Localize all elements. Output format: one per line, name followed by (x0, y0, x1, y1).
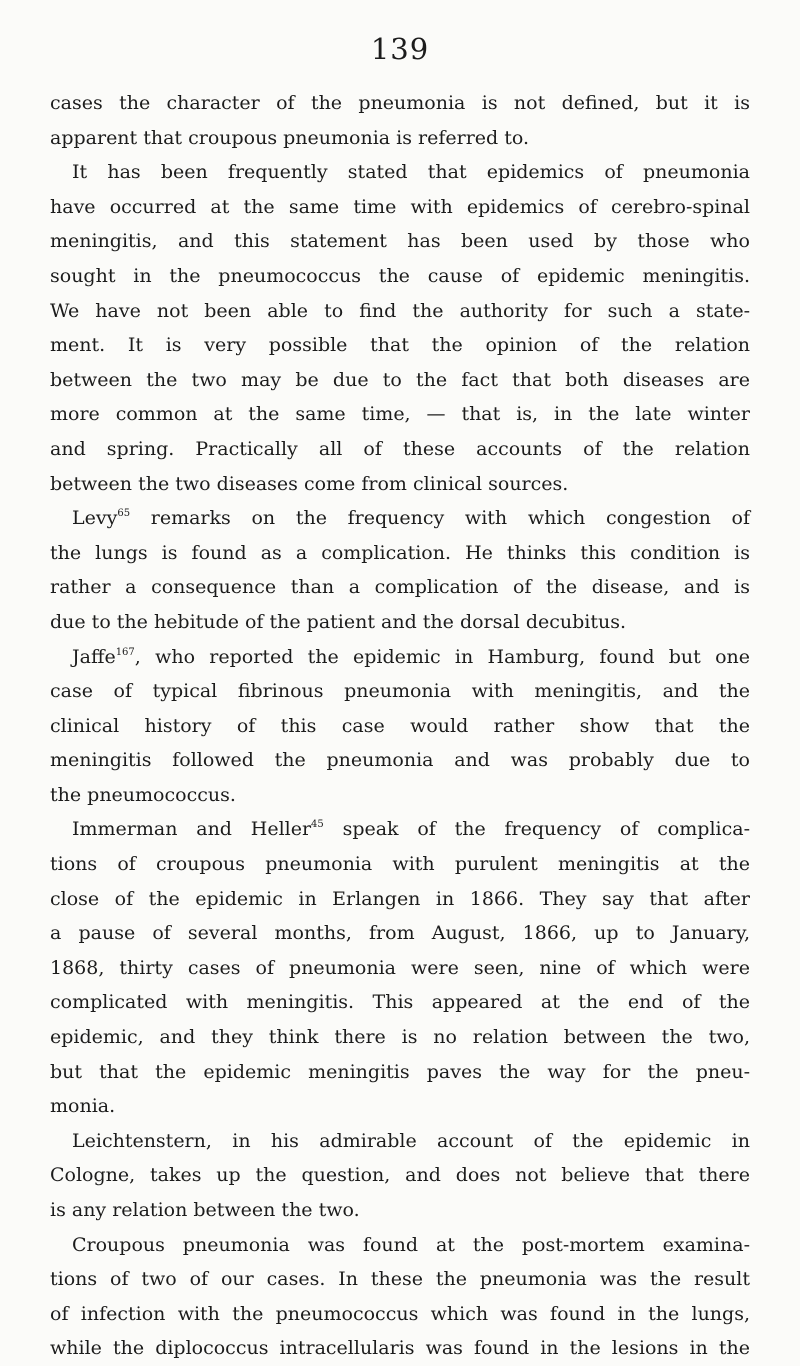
text-line: 1868, thirty cases of pneumonia were seen, nine of which were (50, 956, 750, 979)
reference-superscript: 45 (311, 819, 324, 831)
text-line: epidemic, and they think there is no relation between the two, (50, 1026, 750, 1049)
text-line: of infection with the pneumococcus which was found in the lungs, (50, 1302, 750, 1325)
text-line (50, 812, 750, 847)
text-line: due to the hebitude of the patient and the dorsal decubitus. (50, 610, 627, 633)
text-line: ment. It is very possible that the opinion of the relation (50, 334, 750, 357)
text-line: close of the epidemic in Erlangen in 1866. They say that after (50, 887, 750, 910)
text-line (50, 501, 750, 536)
text-line: We have not been able to find the authority for such a state- (50, 299, 750, 322)
text-line: between the two may be due to the fact that both diseases are (50, 368, 750, 391)
text-line: but that the epidemic meningitis paves the way for the pneu- (50, 1060, 750, 1083)
text-segment: Jaffe (72, 645, 116, 668)
text-line: and spring. Practically all of these accounts of the relation (50, 437, 750, 460)
text-line: the lungs is found as a complication. He thinks this condition is (50, 541, 750, 564)
body-text (50, 86, 750, 1366)
text-line: while the diplococcus intracellularis was found in the lesions in the (50, 1337, 750, 1360)
text-line: tions of croupous pneumonia with purulent meningitis at the (50, 853, 750, 876)
text-line: meningitis, and this statement has been used by those who (50, 230, 750, 253)
text-line: complicated with meningitis. This appeared at the end of the (50, 991, 750, 1014)
text-line: clinical history of this case would rather show that the (50, 714, 750, 737)
text-segment: Immerman and Heller (72, 818, 312, 841)
page-number: 139 (370, 32, 430, 66)
text-line: the pneumococcus. (50, 783, 236, 806)
text-line: rather a consequence than a complication of the disease, and is (50, 576, 750, 599)
text-segment: , who reported the epidemic in Hamburg, found but one (134, 645, 750, 668)
text-segment: remarks on the frequency with which congestion of (130, 507, 750, 530)
text-line: more common at the same time, — that is, in the late winter (50, 403, 750, 426)
text-line: a pause of several months, from August, 1866, up to January, (50, 922, 750, 945)
text-line: Croupous pneumonia was found at the post-mortem examina- (72, 1233, 750, 1256)
text-line: apparent that croupous pneumonia is referred to. (50, 126, 529, 149)
text-line: Leichtenstern, in his admirable account of the epidemic in (72, 1129, 750, 1152)
reference-superscript: 167 (115, 646, 135, 658)
text-line: Cologne, takes up the question, and does not believe that there (50, 1164, 750, 1187)
text-segment: Levy (72, 507, 118, 530)
text-line: cases the character of the pneumonia is not defined, but it is (50, 92, 750, 114)
text-line: between the two diseases come from clinical sources. (50, 472, 569, 495)
reference-superscript: 65 (117, 508, 131, 520)
text-line: meningitis followed the pneumonia and was probably due to (50, 749, 750, 772)
text-line: case of typical fibrinous pneumonia with meningitis, and the (50, 680, 750, 703)
text-line: tions of two of our cases. In these the pneumonia was the result (50, 1268, 750, 1291)
text-line: have occurred at the same time with epidemics of cerebro-spinal (50, 195, 750, 218)
text-line: is any relation between the two. (50, 1199, 360, 1221)
text-line: sought in the pneumococcus the cause of epidemic meningitis. (50, 264, 750, 287)
text-line: monia. (50, 1095, 116, 1118)
text-line (50, 640, 750, 675)
text-line: It has been frequently stated that epidemics of pneumonia (72, 161, 750, 184)
text-segment: speak of the frequency of complica- (323, 818, 750, 841)
